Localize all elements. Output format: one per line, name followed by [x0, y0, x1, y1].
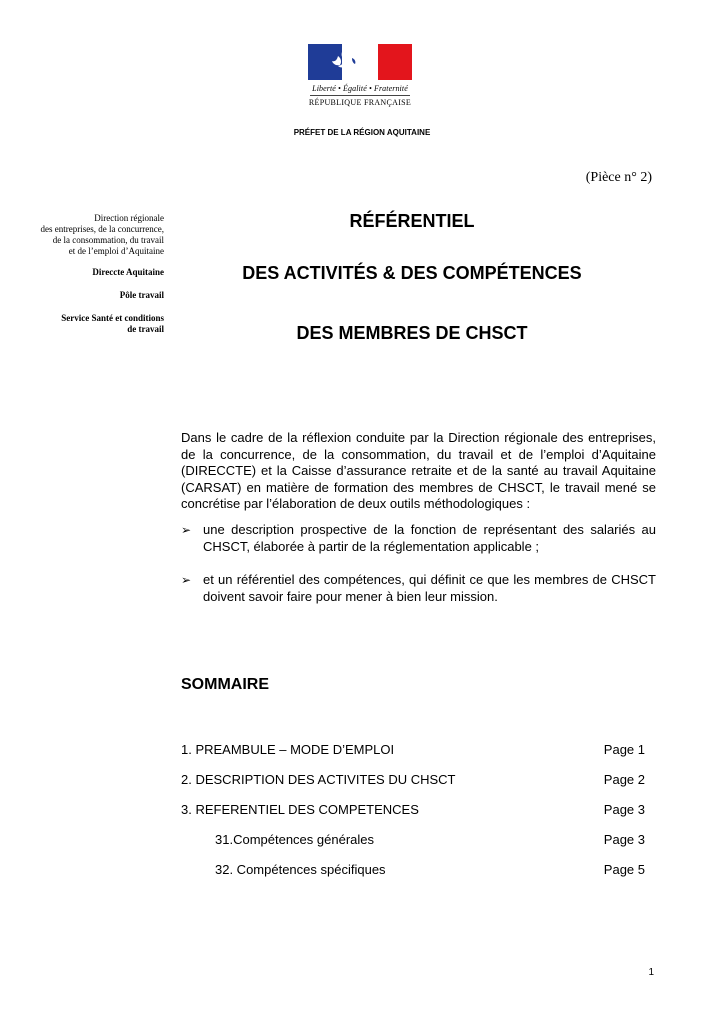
piece-number: (Pièce n° 2) — [585, 170, 652, 185]
toc-page: Page 2 — [603, 772, 645, 787]
toc-page: Page 1 — [603, 742, 645, 757]
bullet-list — [181, 522, 656, 622]
logo-divider — [310, 95, 410, 96]
intro-paragraph: Dans le cadre de la réflexion conduite par la Direction régionale des entreprises, de la concurrence, de la consommation, du travail et de l’emploi d’Aquitaine (DIRECCTE) et la Caisse d’assurance retraite et de la santé au travail Aquitaine (CARSAT) en matière de formation des membres de CHSCT, le travail mené se concrétise par l’élaboration de deux outils méthodologiques : — [181, 430, 656, 511]
service-block — [30, 313, 164, 335]
bullet-text: une description prospective de la fonction de représentant des salariés au CHSCT, élaborée à partir de la réglementation applicable ; — [203, 522, 656, 554]
republic-motto: Liberté • Égalité • Fraternité — [312, 84, 408, 93]
toc-page: Page 3 — [603, 802, 645, 817]
list-item — [181, 572, 656, 605]
toc-label: 1. PREAMBULE – MODE D’EMPLOI — [181, 742, 395, 757]
marianne-logo — [304, 44, 416, 107]
document-title: RÉFÉRENTIEL — [349, 211, 475, 231]
document-subtitle: DES ACTIVITÉS & DES COMPÉTENCES — [242, 263, 582, 283]
direction-line: de la consommation, du travail — [52, 235, 164, 245]
toc-label: 31.Compétences générales — [215, 832, 374, 847]
direction-line: et de l’emploi d’Aquitaine — [68, 246, 164, 256]
toc-label: 3. REFERENTIEL DES COMPETENCES — [181, 802, 419, 817]
toc-page: Page 5 — [603, 862, 645, 877]
sidebar — [30, 213, 164, 335]
direction-line: Direction régionale — [94, 213, 164, 223]
service-line: de travail — [127, 324, 164, 334]
pole-label: Pôle travail — [119, 290, 164, 300]
direction-line: des entreprises, de la concurrence, — [40, 224, 164, 234]
direction-block — [30, 213, 164, 257]
direccte-label: Direccte Aquitaine — [92, 267, 164, 277]
document-subtitle: DES MEMBRES DE CHSCT — [296, 323, 528, 343]
french-flag-icon — [308, 44, 412, 80]
toc-label: 32. Compétences spécifiques — [215, 862, 386, 877]
service-line: Service Santé et conditions — [61, 313, 164, 323]
arrow-bullet-icon: ➢ — [181, 523, 192, 537]
page-number: 1 — [648, 967, 654, 978]
sommaire-heading: SOMMAIRE — [181, 676, 269, 693]
toc-page: Page 3 — [603, 832, 645, 847]
list-item — [181, 522, 656, 555]
republic-name: RÉPUBLIQUE FRANÇAISE — [308, 98, 412, 107]
prefet-heading: PRÉFET DE LA RÉGION AQUITAINE — [293, 128, 431, 137]
toc-label: 2. DESCRIPTION DES ACTIVITES DU CHSCT — [181, 772, 456, 787]
bullet-text: et un référentiel des compétences, qui définit ce que les membres de CHSCT doivent savoir faire pour mener à bien leur mission. — [203, 572, 656, 604]
arrow-bullet-icon: ➢ — [181, 573, 192, 587]
